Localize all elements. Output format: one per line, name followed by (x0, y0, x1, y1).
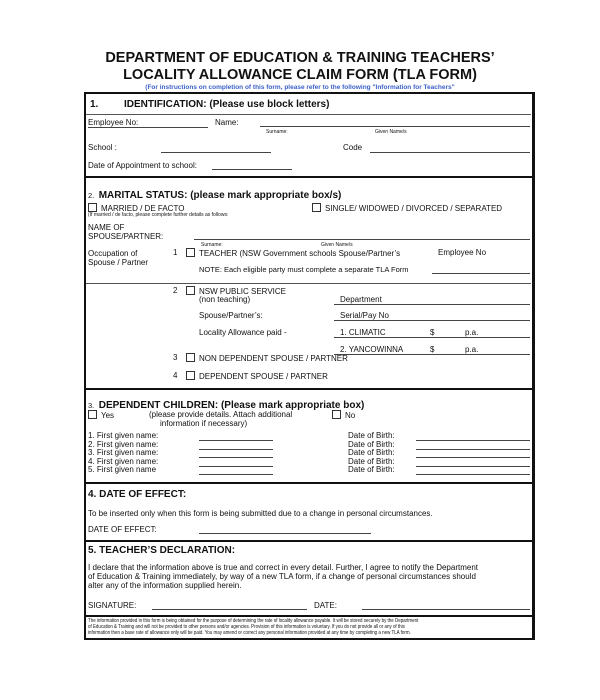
yes-checkbox[interactable] (88, 410, 97, 419)
child-name-label: 1. First given name: (88, 431, 159, 440)
child-dob-field[interactable] (416, 466, 530, 467)
locality-paid-label: Locality Allowance paid - (199, 328, 287, 337)
spouse-given-caption: Given Name/s (321, 242, 353, 248)
code-label: Code (343, 143, 363, 152)
child-dob-label: Date of Birth: (348, 456, 395, 466)
date-appointment-label: Date of Appointment to school: (88, 161, 197, 170)
non-dependent-option[interactable]: NON DEPENDENT SPOUSE / PARTNER (186, 353, 348, 363)
climatic-field[interactable] (334, 337, 530, 338)
department-label: Department (340, 295, 382, 304)
signature-field[interactable] (152, 609, 307, 610)
climatic-pa: p.a. (465, 328, 479, 337)
child-name-label: 5. First given name (88, 465, 157, 474)
privacy-line-3: information then a base rate of allowance only will be paid. You may amend or correct any personal information provided at any time by completing a new TLA form. (88, 630, 411, 636)
form-title-line1: DEPARTMENT OF EDUCATION & TRAINING TEACHERS’ (105, 50, 495, 66)
children-no-option[interactable]: No (332, 410, 355, 420)
child-name-field[interactable] (199, 440, 273, 441)
spouse-partner-label: SPOUSE/PARTNER: (88, 232, 164, 241)
date-effect-label: DATE OF EFFECT: (88, 525, 157, 534)
yancowinna-pa: p.a. (465, 345, 479, 354)
teacher-option[interactable]: TEACHER (NSW Government schools Spouse/Partner’s (186, 248, 400, 258)
s2-number: 2. (88, 191, 95, 200)
occupation-label-2: Spouse / Partner (88, 258, 149, 267)
s3-number: 3. (88, 401, 95, 410)
s1-number: 1. (90, 99, 99, 110)
child-name-field[interactable] (199, 466, 273, 467)
single-option[interactable]: SINGLE/ WIDOWED / DIVORCED / SEPARATED (312, 203, 502, 213)
s3-heading: DEPENDENT CHILDREN: (Please mark appropriate box) (98, 400, 365, 411)
yes-note-1: (please provide details. Attach additional (149, 410, 293, 419)
occupation-label-1: Occupation of (88, 249, 138, 258)
name-of-label: NAME OF (88, 223, 125, 232)
children-yes-option[interactable]: Yes (88, 410, 114, 420)
serial-pay-field[interactable] (334, 320, 530, 321)
school-label: School : (88, 143, 117, 152)
yancowinna-field[interactable] (334, 354, 530, 355)
declaration-line-2: of Education & Training immediately, by way of a new TLA form, if a change of personal circumstances should (88, 572, 476, 581)
given-name-caption: Given Name/s (375, 129, 407, 135)
child-dob-field[interactable] (416, 449, 530, 450)
declaration-date-label: DATE: (314, 601, 337, 610)
child-dob-field[interactable] (416, 440, 530, 441)
signature-label: SIGNATURE: (88, 601, 137, 610)
spouse-employee-no-field[interactable] (432, 273, 530, 274)
non-teaching-label: (non teaching) (199, 295, 251, 304)
form-frame (84, 92, 535, 640)
declaration-line-1: I declare that the information above is true and correct in every detail. Further, I agree to notify the Department (88, 563, 478, 572)
name-field[interactable] (260, 126, 530, 127)
child-name-field[interactable] (199, 449, 273, 450)
form-title-line2: LOCALITY ALLOWANCE CLAIM FORM (TLA FORM) (123, 67, 477, 83)
dependent-checkbox[interactable] (186, 371, 195, 380)
declaration-date-field[interactable] (362, 609, 530, 610)
single-checkbox[interactable] (312, 203, 321, 212)
opt2-number: 2 (173, 286, 178, 295)
privacy-notice (88, 618, 529, 636)
child-dob-label: Date of Birth: (348, 439, 395, 449)
surname-caption: Surname: (266, 129, 288, 135)
instructions-note: (For instructions on completion of this form, please refer to the following "Information for Teachers" (145, 84, 455, 91)
employee-no-label: Employee No: (88, 118, 139, 127)
child-dob-label: Date of Birth: (348, 465, 395, 474)
date-effect-text: To be inserted only when this form is being submitted due to a change in personal circumstances. (88, 509, 433, 518)
climatic-label: 1. CLIMATIC (340, 328, 386, 337)
child-name-label: 3. First given name: (88, 448, 159, 457)
opt1-number: 1 (173, 248, 178, 257)
public-service-checkbox[interactable] (186, 286, 195, 295)
s2-heading: MARITAL STATUS: (please mark appropriate box/s) (98, 190, 342, 201)
spouse-surname-caption: Surname: (201, 242, 223, 248)
child-dob-field[interactable] (416, 474, 530, 475)
name-label: Name: (215, 118, 239, 127)
privacy-line-2: of Education & Training and will not be provided to other persons and/or agencies. Provision of this information is voluntary. If you do not provide all or any of this (88, 624, 405, 630)
child-dob-label: Date of Birth: (348, 448, 395, 457)
child-dob-label: Date of Birth: (348, 431, 395, 440)
child-dob-field[interactable] (416, 457, 530, 458)
yancowinna-dollar: $ (430, 345, 435, 354)
teacher-checkbox[interactable] (186, 248, 195, 257)
married-checkbox[interactable] (88, 203, 97, 212)
privacy-line-1: The information provided in this form is being obtained for the purpose of determining the rate of locality allowance payable. It will be stored securely by the Department (88, 618, 419, 624)
opt4-number: 4 (173, 371, 178, 380)
child-name-label: 4. First given name: (88, 456, 159, 466)
climatic-dollar: $ (430, 328, 435, 337)
married-option[interactable]: MARRIED / DE FACTO (88, 203, 184, 213)
child-name-label: 2. First given name: (88, 439, 159, 449)
spouse-employee-no-label: Employee No (438, 248, 487, 257)
date-effect-field[interactable] (199, 533, 371, 534)
department-field[interactable] (334, 304, 530, 305)
opt3-number: 3 (173, 353, 178, 362)
s4-heading: 4. DATE OF EFFECT: (88, 489, 187, 500)
public-service-option[interactable]: NSW PUBLIC SERVICE (186, 286, 286, 296)
dependent-option[interactable]: DEPENDENT SPOUSE / PARTNER (186, 371, 328, 381)
married-note: (If married / de facto, please complete further details as follows: (88, 212, 229, 218)
yes-note-2: information if necessary) (160, 419, 248, 428)
school-field[interactable] (161, 152, 271, 153)
declaration-line-3: alter any of the information supplied herein. (88, 581, 242, 590)
no-checkbox[interactable] (332, 410, 341, 419)
s5-heading: 5. TEACHER’S DECLARATION: (88, 545, 236, 556)
spouse-name-field[interactable] (194, 239, 530, 240)
non-dependent-checkbox[interactable] (186, 353, 195, 362)
child-name-field[interactable] (199, 474, 273, 475)
employee-no-field[interactable] (88, 127, 208, 128)
s1-heading: IDENTIFICATION: (Please use block letters) (124, 99, 330, 110)
serial-pay-label: Serial/Pay No (340, 311, 389, 320)
yancowinna-label: 2. YANCOWINNA (340, 345, 404, 354)
spouse-partners-label: Spouse/Partner’s: (199, 311, 263, 320)
date-appointment-field[interactable] (212, 169, 292, 170)
separate-form-note: NOTE: Each eligible party must complete a separate TLA Form (199, 265, 409, 274)
code-field[interactable] (370, 152, 530, 153)
child-name-field[interactable] (199, 457, 273, 458)
